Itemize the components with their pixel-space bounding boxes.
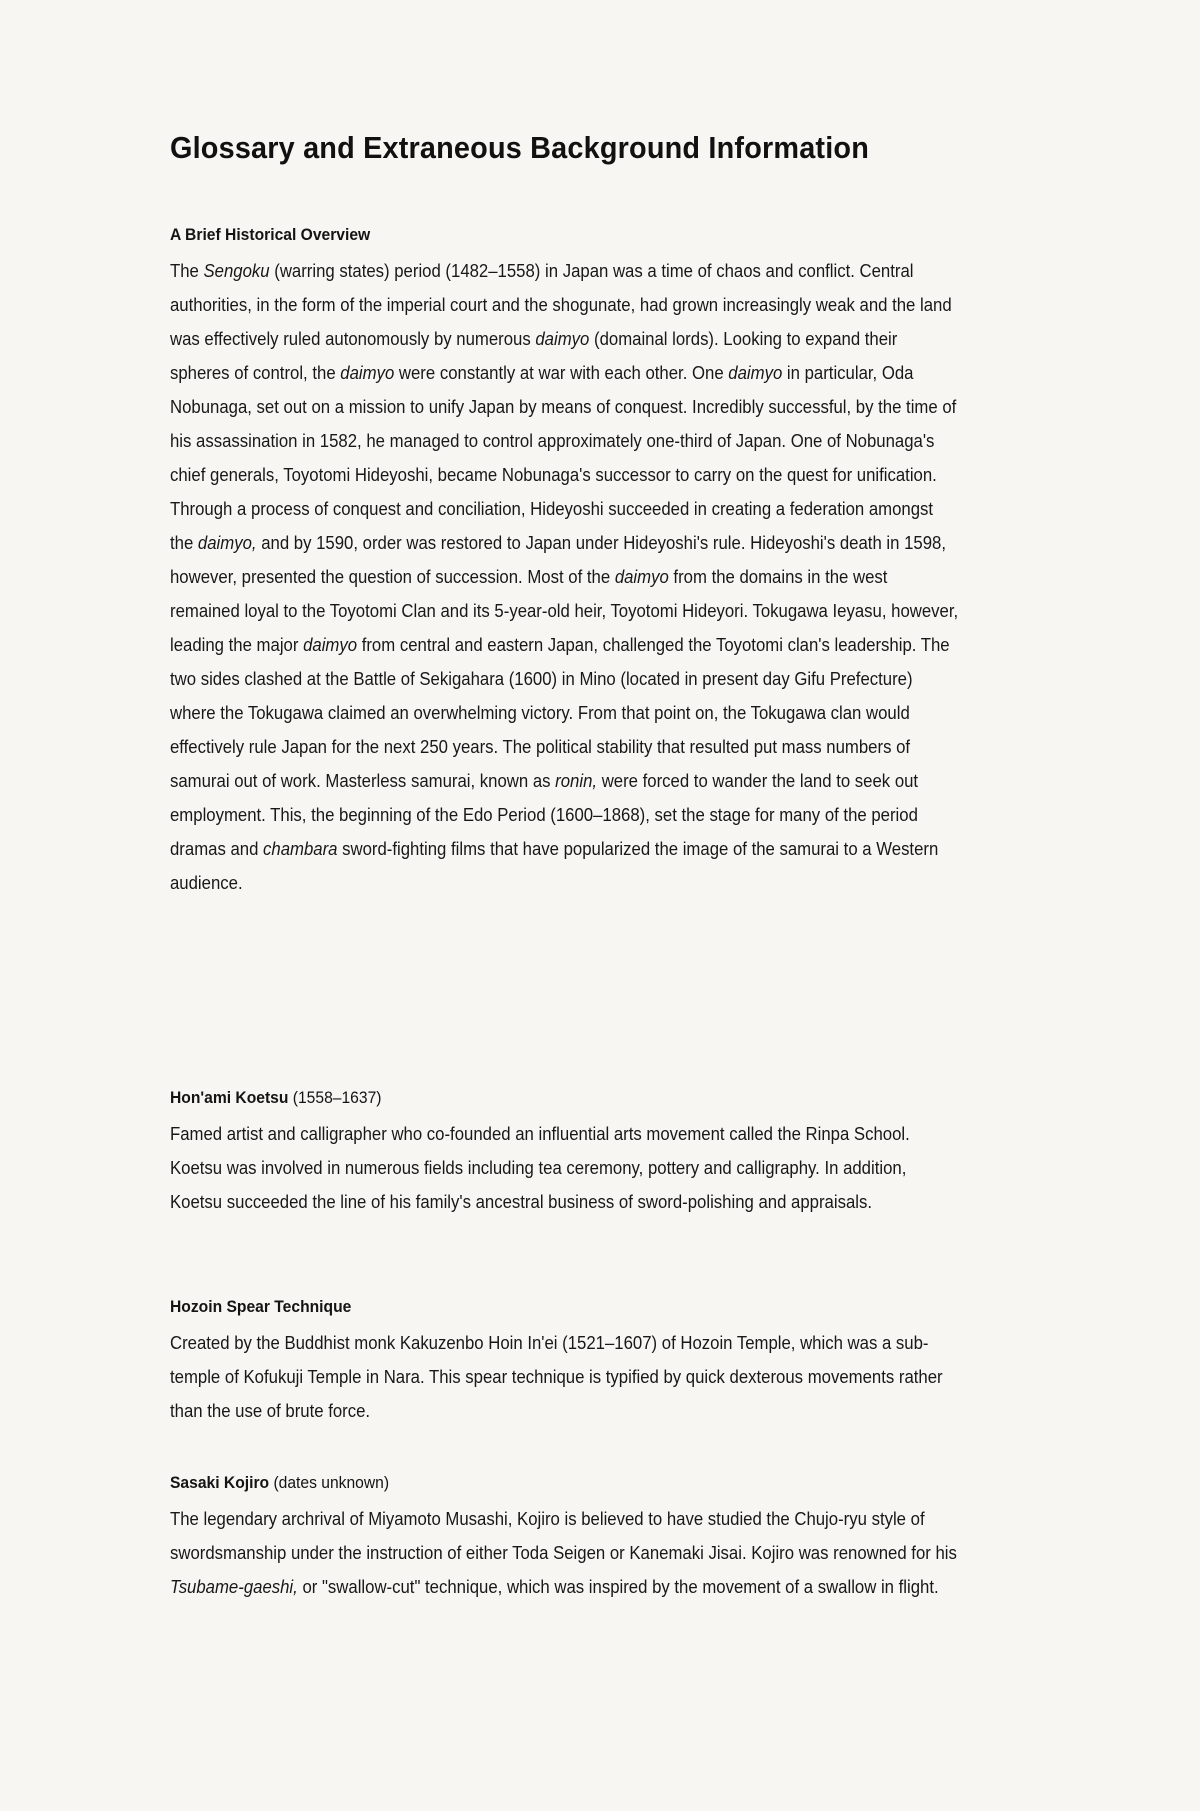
entry-dates: (1558–1637) bbox=[288, 1088, 382, 1107]
text-run: were constantly at war with each other. One bbox=[394, 363, 729, 383]
section-heading: A Brief Historical Overview bbox=[170, 225, 371, 244]
term-daimyo: daimyo bbox=[340, 363, 395, 383]
text-run: and by 1590, order was restored to Japan under Hideyoshi's rule. Hideyoshi's death in 1598, however, presented the question of succession. Most of the bbox=[170, 533, 946, 587]
text-run: from the domains in the west remained loyal to the Toyotomi Clan and its 5-year-old heir, Toyotomi Hideyori. Tokugawa Ieyasu, however, leading the major bbox=[170, 567, 959, 655]
term-daimyo: daimyo bbox=[535, 329, 590, 349]
entry-name: Sasaki Kojiro bbox=[170, 1473, 270, 1492]
term-daimyo: daimyo bbox=[728, 363, 783, 383]
term-daimyo: daimyo, bbox=[197, 533, 257, 553]
term-chambara: chambara bbox=[263, 839, 338, 859]
term-daimyo: daimyo bbox=[614, 567, 669, 587]
section-kojiro bbox=[170, 1472, 960, 1604]
term-tsubame-gaeshi: Tsubame-gaeshi, bbox=[170, 1577, 298, 1597]
section-body: Created by the Buddhist monk Kakuzenbo Hoin In'ei (1521–1607) of Hozoin Temple, which was a sub-temple of Kofukuji Temple in Nara. This spear technique is typified by quick dexterous movements rather than the use of brute force. bbox=[170, 1333, 943, 1421]
page-title: Glossary and Extraneous Background Information bbox=[170, 130, 870, 165]
text-run: sword-fighting films that have popularized the image of the samurai to a Western audience. bbox=[170, 839, 939, 893]
section-heading bbox=[170, 1472, 897, 1494]
text-run: in particular, Oda Nobunaga, set out on a mission to unify Japan by means of conquest. Incredibly successful, by the time of his assassination in 1582, he managed to control approximately one-third of Japan. One of Nobunaga's chief generals, Toyotomi Hideyoshi, became Nobunaga's successor to carry on the quest for unification. Through a process of conquest and conciliation, Hideyoshi succeeded in creating a federation amongst the bbox=[170, 363, 957, 553]
section-koetsu bbox=[170, 1087, 960, 1219]
entry-name: Hon'ami Koetsu bbox=[170, 1088, 289, 1107]
text-run: or "swallow-cut" technique, which was inspired by the movement of a swallow in flight. bbox=[297, 1577, 939, 1597]
section-body bbox=[170, 1502, 961, 1604]
section-heading: Hozoin Spear Technique bbox=[170, 1297, 352, 1316]
text-run: (domainal lords). Looking to expand their spheres of control, the bbox=[170, 329, 898, 383]
text-run: were forced to wander the land to seek out employment. This, the beginning of the Edo Period (1600–1868), set the stage for many of the period dramas and bbox=[170, 771, 919, 859]
section-heading bbox=[170, 1087, 897, 1109]
section-body: Famed artist and calligrapher who co-founded an influential arts movement called the Rinpa School. Koetsu was involved in numerous fields including tea ceremony, pottery and calligraphy. In addition, Koetsu succeeded the line of his family's ancestral business of sword-polishing and appraisals. bbox=[170, 1124, 910, 1212]
text-run: The bbox=[170, 261, 204, 281]
term-daimyo: daimyo bbox=[303, 635, 358, 655]
section-historical-overview bbox=[170, 224, 960, 900]
section-hozoin bbox=[170, 1296, 960, 1428]
entry-dates: (dates unknown) bbox=[269, 1473, 390, 1492]
text-run: The legendary archrival of Miyamoto Musashi, Kojiro is believed to have studied the Chujo-ryu style of swordsmanship under the instruction of either Toda Seigen or Kanemaki Jisai. Kojiro was renowned for his bbox=[170, 1509, 957, 1563]
term-sengoku: Sengoku bbox=[203, 261, 270, 281]
text-run: from central and eastern Japan, challenged the Toyotomi clan's leadership. The two sides clashed at the Battle of Sekigahara (1600) in Mino (located in present day Gifu Prefecture) where the Tokugawa claimed an overwhelming victory. From that point on, the Tokugawa clan would effectively rule Japan for the next 250 years. The political stability that resulted put mass numbers of samurai out of work. Masterless samurai, known as bbox=[170, 635, 950, 791]
term-ronin: ronin, bbox=[555, 771, 598, 791]
section-body bbox=[170, 254, 961, 900]
text-run: (warring states) period (1482–1558) in Japan was a time of chaos and conflict. Central authorities, in the form of the imperial court and the shogunate, had grown increasingly weak and the land was effectively ruled autonomously by numerous bbox=[170, 261, 952, 349]
